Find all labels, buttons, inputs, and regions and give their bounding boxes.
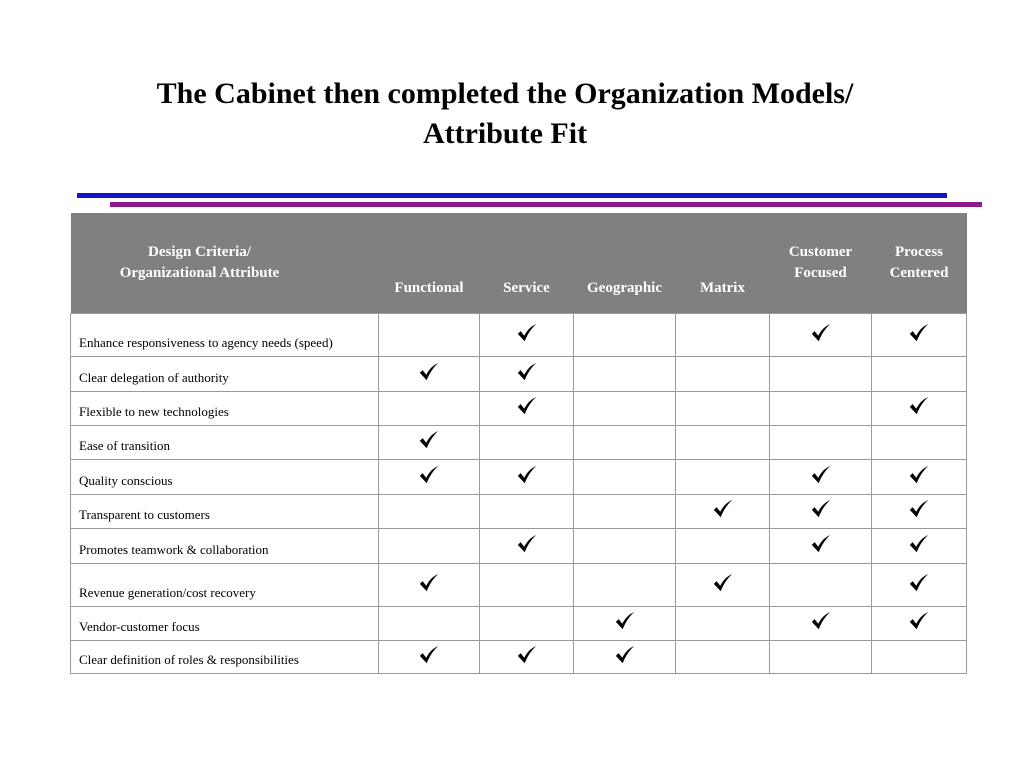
cell-customer-focused	[770, 357, 872, 392]
table-row	[71, 641, 967, 674]
cell-functional	[379, 607, 480, 641]
cell-service	[480, 314, 574, 357]
cell-matrix	[676, 641, 770, 674]
header-criteria-line-2: Organizational Attribute	[119, 265, 280, 281]
cell-geographic	[574, 529, 676, 564]
cell-geographic	[574, 392, 676, 426]
cell-process-centered	[872, 357, 967, 392]
cell-service	[480, 641, 574, 674]
cell-process-centered	[872, 564, 967, 607]
header-matrix-label: Matrix	[700, 280, 745, 296]
table-body	[71, 314, 967, 674]
header-service	[480, 213, 574, 314]
cell-customer-focused	[770, 529, 872, 564]
checkmark-icon	[418, 361, 440, 383]
cell-matrix	[676, 426, 770, 460]
cell-functional	[379, 426, 480, 460]
checkmark-icon	[516, 464, 538, 486]
checkmark-icon	[908, 395, 930, 417]
header-functional-label: Functional	[394, 280, 464, 296]
cell-service	[480, 564, 574, 607]
checkmark-icon	[908, 322, 930, 344]
cell-process-centered	[872, 529, 967, 564]
cell-customer-focused	[770, 426, 872, 460]
criteria-label: Enhance responsiveness to agency needs (speed)	[71, 314, 379, 357]
purple-divider-rule	[110, 202, 982, 207]
checkmark-icon	[810, 498, 832, 520]
criteria-label: Ease of transition	[71, 426, 379, 460]
cell-geographic	[574, 564, 676, 607]
cell-process-centered	[872, 641, 967, 674]
cell-matrix	[676, 607, 770, 641]
cell-geographic	[574, 314, 676, 357]
cell-customer-focused	[770, 564, 872, 607]
cell-service	[480, 460, 574, 495]
cell-customer-focused	[770, 460, 872, 495]
checkmark-icon	[516, 533, 538, 555]
cell-functional	[379, 495, 480, 529]
checkmark-icon	[712, 572, 734, 594]
checkmark-icon	[516, 395, 538, 417]
checkmark-icon	[908, 464, 930, 486]
table-header-row	[71, 213, 967, 314]
cell-matrix	[676, 392, 770, 426]
header-process-centered	[872, 213, 967, 314]
checkmark-icon	[614, 610, 636, 632]
table-row	[71, 495, 967, 529]
cell-service	[480, 357, 574, 392]
cell-functional	[379, 564, 480, 607]
header-geographic-label: Geographic	[587, 280, 662, 296]
slide-title-line-1: The Cabinet then completed the Organization Models/	[156, 77, 854, 110]
checkmark-icon	[908, 610, 930, 632]
cell-functional	[379, 314, 480, 357]
checkmark-icon	[614, 644, 636, 666]
cell-matrix	[676, 460, 770, 495]
header-process-line-1: Process	[894, 244, 944, 260]
cell-service	[480, 529, 574, 564]
checkmark-icon	[418, 644, 440, 666]
table-row	[71, 529, 967, 564]
checkmark-icon	[908, 572, 930, 594]
cell-process-centered	[872, 314, 967, 357]
header-matrix	[676, 213, 770, 314]
header-customer-line-1: Customer	[788, 244, 853, 260]
cell-geographic	[574, 641, 676, 674]
header-customer-line-2: Focused	[794, 265, 847, 281]
slide-title	[0, 74, 1010, 154]
cell-matrix	[676, 357, 770, 392]
checkmark-icon	[418, 429, 440, 451]
header-process-line-2: Centered	[889, 265, 949, 281]
header-functional	[379, 213, 480, 314]
checkmark-icon	[810, 610, 832, 632]
cell-customer-focused	[770, 314, 872, 357]
checkmark-icon	[908, 533, 930, 555]
cell-process-centered	[872, 460, 967, 495]
criteria-label: Transparent to customers	[71, 495, 379, 529]
criteria-label: Clear definition of roles & responsibilities	[71, 641, 379, 674]
table-row	[71, 426, 967, 460]
cell-geographic	[574, 357, 676, 392]
checkmark-icon	[908, 498, 930, 520]
header-customer-focused	[770, 213, 872, 314]
criteria-label: Flexible to new technologies	[71, 392, 379, 426]
cell-customer-focused	[770, 641, 872, 674]
header-geographic	[574, 213, 676, 314]
criteria-label: Revenue generation/cost recovery	[71, 564, 379, 607]
cell-service	[480, 392, 574, 426]
cell-matrix	[676, 564, 770, 607]
header-design-criteria	[71, 213, 379, 314]
table-row	[71, 357, 967, 392]
attribute-fit-table	[70, 213, 967, 674]
cell-geographic	[574, 460, 676, 495]
cell-matrix	[676, 314, 770, 357]
checkmark-icon	[810, 322, 832, 344]
checkmark-icon	[712, 498, 734, 520]
cell-geographic	[574, 495, 676, 529]
table-row	[71, 607, 967, 641]
criteria-label: Clear delegation of authority	[71, 357, 379, 392]
checkmark-icon	[516, 322, 538, 344]
criteria-label: Promotes teamwork & collaboration	[71, 529, 379, 564]
cell-functional	[379, 529, 480, 564]
checkmark-icon	[810, 533, 832, 555]
table-row	[71, 392, 967, 426]
table-row	[71, 460, 967, 495]
header-service-label: Service	[503, 280, 550, 296]
cell-process-centered	[872, 426, 967, 460]
table-row	[71, 564, 967, 607]
cell-functional	[379, 357, 480, 392]
cell-customer-focused	[770, 607, 872, 641]
blue-divider-rule	[77, 193, 947, 198]
checkmark-icon	[418, 464, 440, 486]
cell-service	[480, 426, 574, 460]
cell-geographic	[574, 426, 676, 460]
criteria-label: Vendor-customer focus	[71, 607, 379, 641]
cell-service	[480, 495, 574, 529]
cell-functional	[379, 641, 480, 674]
cell-customer-focused	[770, 495, 872, 529]
checkmark-icon	[810, 464, 832, 486]
cell-process-centered	[872, 495, 967, 529]
cell-matrix	[676, 529, 770, 564]
cell-functional	[379, 460, 480, 495]
cell-matrix	[676, 495, 770, 529]
cell-service	[480, 607, 574, 641]
cell-process-centered	[872, 392, 967, 426]
slide-title-line-2: Attribute Fit	[422, 117, 588, 150]
table-row	[71, 314, 967, 357]
cell-geographic	[574, 607, 676, 641]
cell-customer-focused	[770, 392, 872, 426]
cell-process-centered	[872, 607, 967, 641]
criteria-label: Quality conscious	[71, 460, 379, 495]
checkmark-icon	[418, 572, 440, 594]
cell-functional	[379, 392, 480, 426]
header-criteria-line-1: Design Criteria/	[148, 244, 251, 260]
checkmark-icon	[516, 361, 538, 383]
checkmark-icon	[516, 644, 538, 666]
